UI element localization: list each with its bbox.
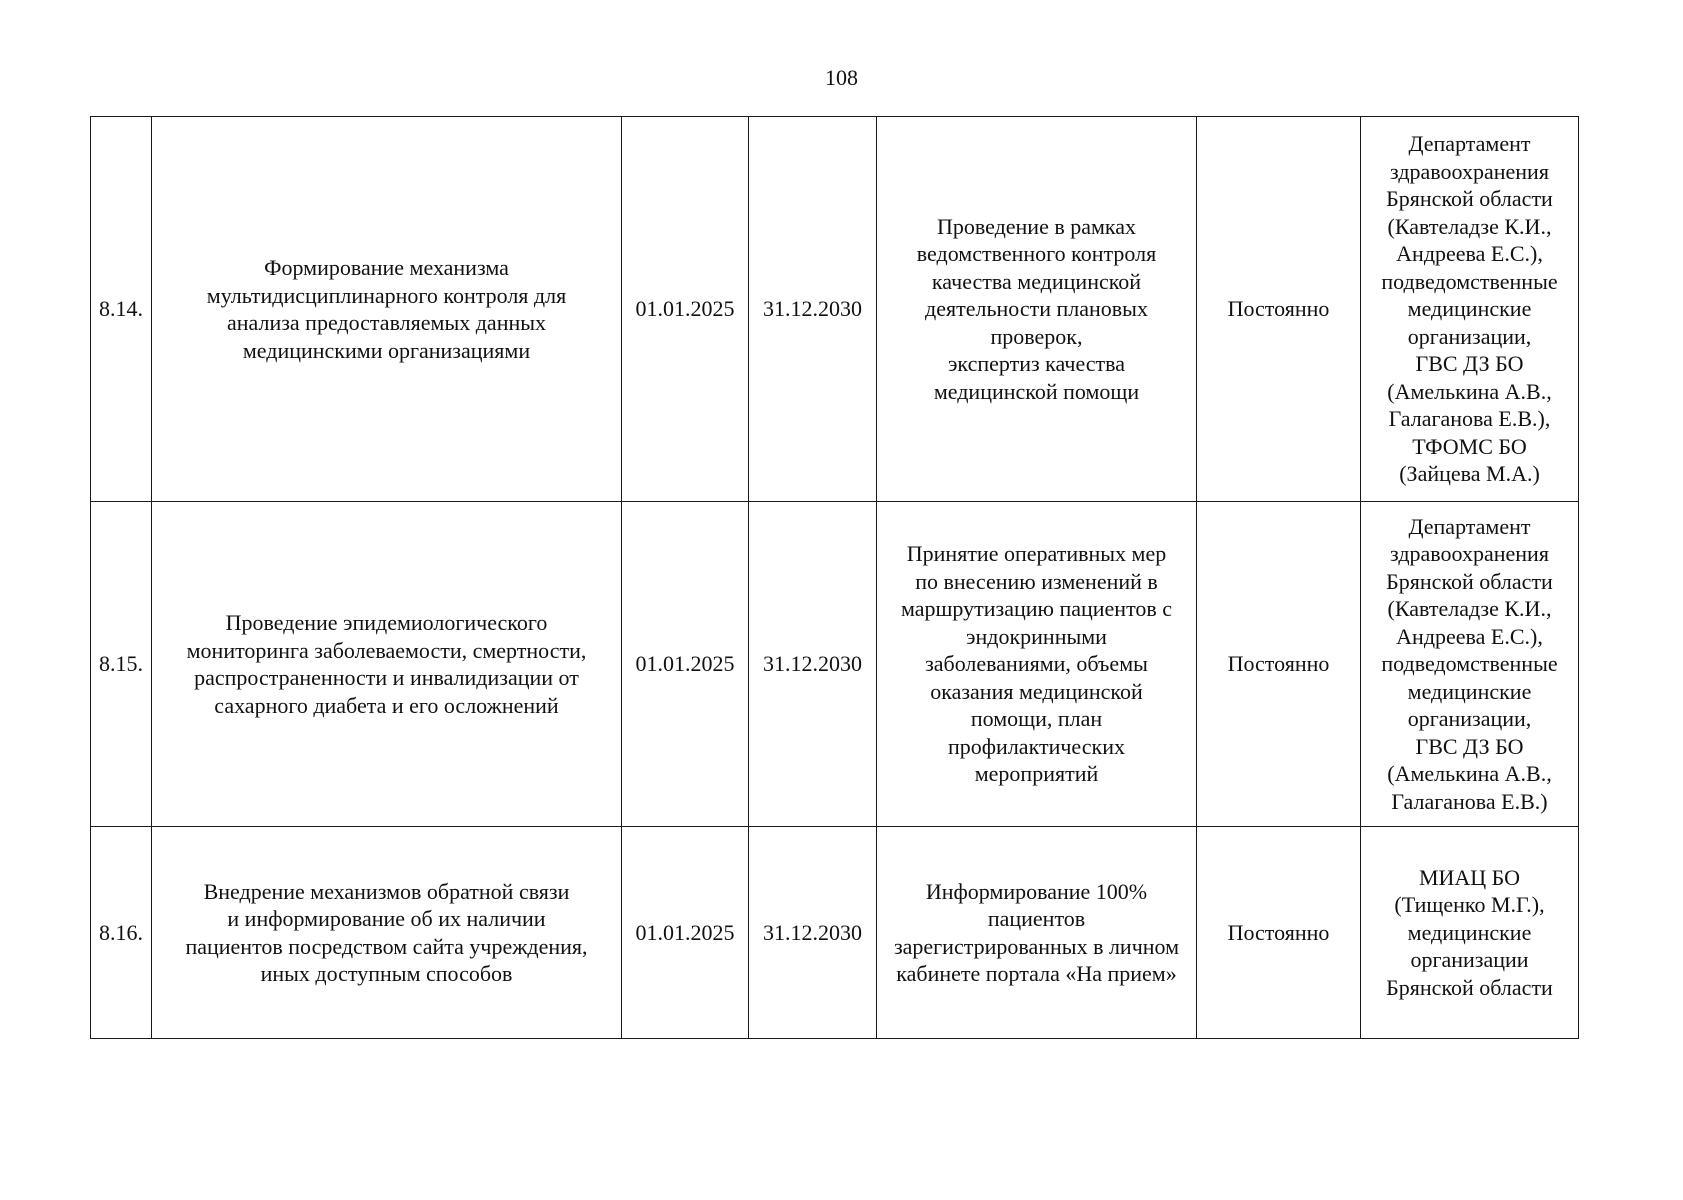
periodicity-cell: Постоянно <box>1197 827 1361 1039</box>
page-number: 108 <box>825 65 858 90</box>
row-number: 8.15. <box>91 502 152 827</box>
row-number: 8.14. <box>91 117 152 502</box>
end-date-cell: 31.12.2030 <box>749 117 877 502</box>
measures-table <box>90 116 1579 1039</box>
end-date-cell: 31.12.2030 <box>749 827 877 1039</box>
table-row <box>91 502 1579 827</box>
responsible-cell: Департамент здравоохранения Брянской области (Кавтеладзе К.И., Андреева Е.С.), подведомственные медицинские организации, ГВС ДЗ БО (Амелькина А.В., Галаганова Е.В.), ТФОМС БО (Зайцева М.А.) <box>1361 117 1579 502</box>
table-row <box>91 117 1579 502</box>
start-date-cell: 01.01.2025 <box>622 827 749 1039</box>
result-cell: Принятие оперативных мер по внесению изменений в маршрутизацию пациентов с эндокринными заболеваниями, объемы оказания медицинской помощи, план профилактических мероприятий <box>877 502 1197 827</box>
responsible-cell: Департамент здравоохранения Брянской области (Кавтеладзе К.И., Андреева Е.С.), подведомственные медицинские организации, ГВС ДЗ БО (Амелькина А.В., Галаганова Е.В.) <box>1361 502 1579 827</box>
start-date-cell: 01.01.2025 <box>622 502 749 827</box>
periodicity-cell: Постоянно <box>1197 117 1361 502</box>
row-number: 8.16. <box>91 827 152 1039</box>
event-cell: Формирование механизма мультидисциплинарного контроля для анализа предоставляемых данных медицинскими организациями <box>152 117 622 502</box>
result-cell: Проведение в рамках ведомственного контроля качества медицинской деятельности плановых проверок, экспертиз качества медицинской помощи <box>877 117 1197 502</box>
end-date-cell: 31.12.2030 <box>749 502 877 827</box>
result-cell: Информирование 100% пациентов зарегистрированных в личном кабинете портала «На прием» <box>877 827 1197 1039</box>
table-row <box>91 827 1579 1039</box>
event-cell: Проведение эпидемиологического мониторинга заболеваемости, смертности, распространенности и инвалидизации от сахарного диабета и его осложнений <box>152 502 622 827</box>
periodicity-cell: Постоянно <box>1197 502 1361 827</box>
start-date-cell: 01.01.2025 <box>622 117 749 502</box>
event-cell: Внедрение механизмов обратной связи и информирование об их наличии пациентов посредством сайта учреждения, иных доступным способов <box>152 827 622 1039</box>
responsible-cell: МИАЦ БО (Тищенко М.Г.), медицинские организации Брянской области <box>1361 827 1579 1039</box>
